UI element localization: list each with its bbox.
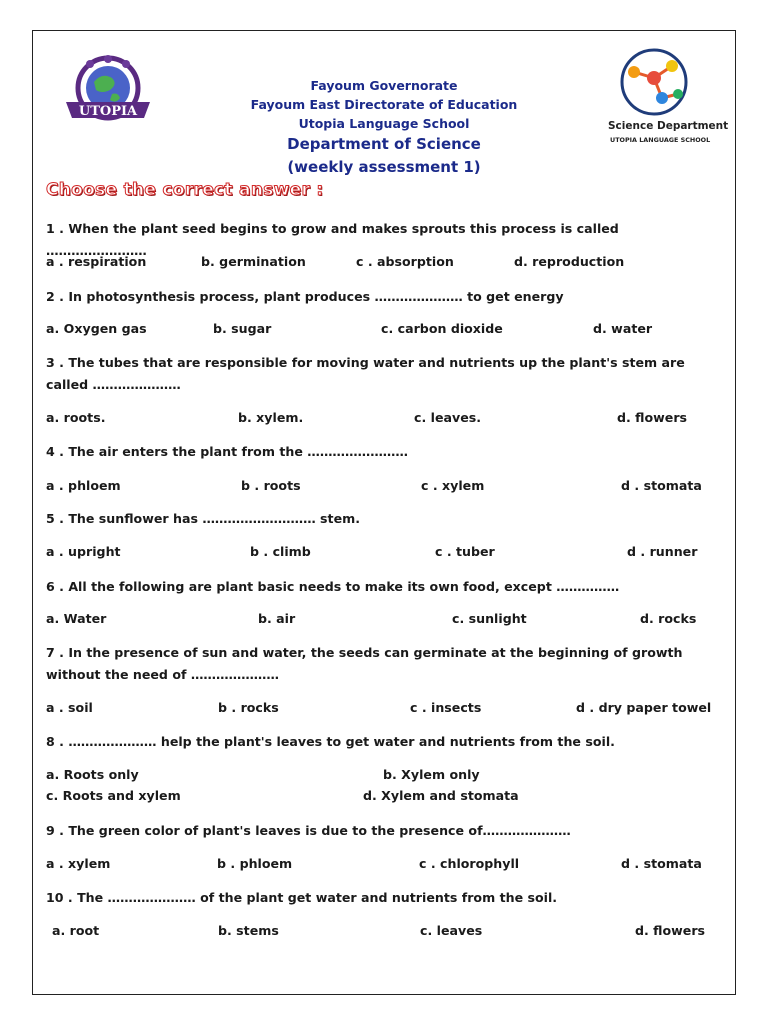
q3-option-d: d. flowers [617, 410, 688, 425]
q5-option-b: b . climb [250, 544, 311, 559]
q2-option-d: d. water [593, 321, 653, 336]
header-assessment: (weekly assessment 1) [287, 158, 481, 176]
q1-option-d: d. reproduction [514, 254, 625, 269]
molecule-logo-icon [604, 48, 720, 120]
q9-option-c: c . chlorophyll [419, 856, 520, 871]
q6-option-d: d. rocks [640, 611, 697, 626]
header-directorate: Fayoum East Directorate of Education [250, 97, 518, 112]
q2-option-a: a. Oxygen gas [46, 321, 147, 336]
science-department-logo [604, 48, 729, 148]
q7-option-c: c . insects [410, 700, 482, 715]
q10-option-b: b. stems [218, 923, 279, 938]
q4-option-b: b . roots [241, 478, 301, 493]
utopia-logo-text: UTOPIA [78, 104, 138, 119]
q9-option-b: b . phloem [217, 856, 293, 871]
q3-option-b: b. xylem. [238, 410, 304, 425]
question-4: 4 . The air enters the plant from the …………………… [46, 444, 408, 459]
header-department: Department of Science [287, 135, 481, 153]
q7-option-b: b . rocks [218, 700, 279, 715]
q10-option-a: a. root [52, 923, 100, 938]
q1-option-c: c . absorption [356, 254, 454, 269]
question-10: 10 . The ………………… of the plant get water and nutrients from the soil. [46, 890, 558, 905]
question-9: 9 . The green color of plant's leaves is due to the presence of………………… [46, 823, 571, 838]
q4-option-d: d . stomata [621, 478, 702, 493]
q8-option-a: a. Roots only [46, 767, 139, 782]
q10-option-c: c. leaves [420, 923, 483, 938]
question-6: 6 . All the following are plant basic needs to make its own food, except …………… [46, 579, 620, 594]
question-1: 1 . When the plant seed begins to grow and makes sprouts this process is called …………………… [46, 221, 619, 258]
question-7: 7 . In the presence of sun and water, the seeds can germinate at the beginning of growth without the need of ………………… [46, 645, 683, 682]
q4-option-a: a . phloem [46, 478, 121, 493]
q8-option-c: c. Roots and xylem [46, 788, 181, 803]
header-governorate: Fayoum Governorate [310, 78, 458, 93]
q5-option-a: a . upright [46, 544, 121, 559]
question-5: 5 . The sunflower has ……………………… stem. [46, 511, 361, 526]
q3-option-a: a. roots. [46, 410, 106, 425]
q9-option-a: a . xylem [46, 856, 111, 871]
header-school: Utopia Language School [298, 116, 470, 131]
q5-option-d: d . runner [627, 544, 698, 559]
q6-option-b: b. air [258, 611, 296, 626]
q8-option-d: d. Xylem and stomata [363, 788, 519, 803]
instruction-heading: Choose the correct answer : [46, 180, 324, 200]
q7-option-a: a . soil [46, 700, 93, 715]
school-name-small-text: UTOPIA LANGUAGE SCHOOL [610, 136, 711, 144]
q8-option-b: b. Xylem only [383, 767, 480, 782]
q10-option-d: d. flowers [635, 923, 706, 938]
q9-option-d: d . stomata [621, 856, 702, 871]
question-8: 8 . ………………… help the plant's leaves to get water and nutrients from the soil. [46, 734, 615, 749]
q6-option-a: a. Water [46, 611, 107, 626]
q4-option-c: c . xylem [421, 478, 485, 493]
q3-option-c: c. leaves. [414, 410, 482, 425]
q5-option-c: c . tuber [435, 544, 495, 559]
q7-option-d: d . dry paper towel [576, 700, 712, 715]
q6-option-c: c. sunlight [452, 611, 527, 626]
question-3: 3 . The tubes that are responsible for moving water and nutrients up the plant's stem are called ………………… [46, 355, 685, 392]
q2-option-b: b. sugar [213, 321, 272, 336]
science-department-text: Science Department [608, 120, 729, 132]
q1-option-b: b. germination [201, 254, 306, 269]
question-2: 2 . In photosynthesis process, plant produces ………………… to get energy [46, 289, 564, 304]
q1-option-a: a . respiration [46, 254, 147, 269]
q2-option-c: c. carbon dioxide [381, 321, 503, 336]
